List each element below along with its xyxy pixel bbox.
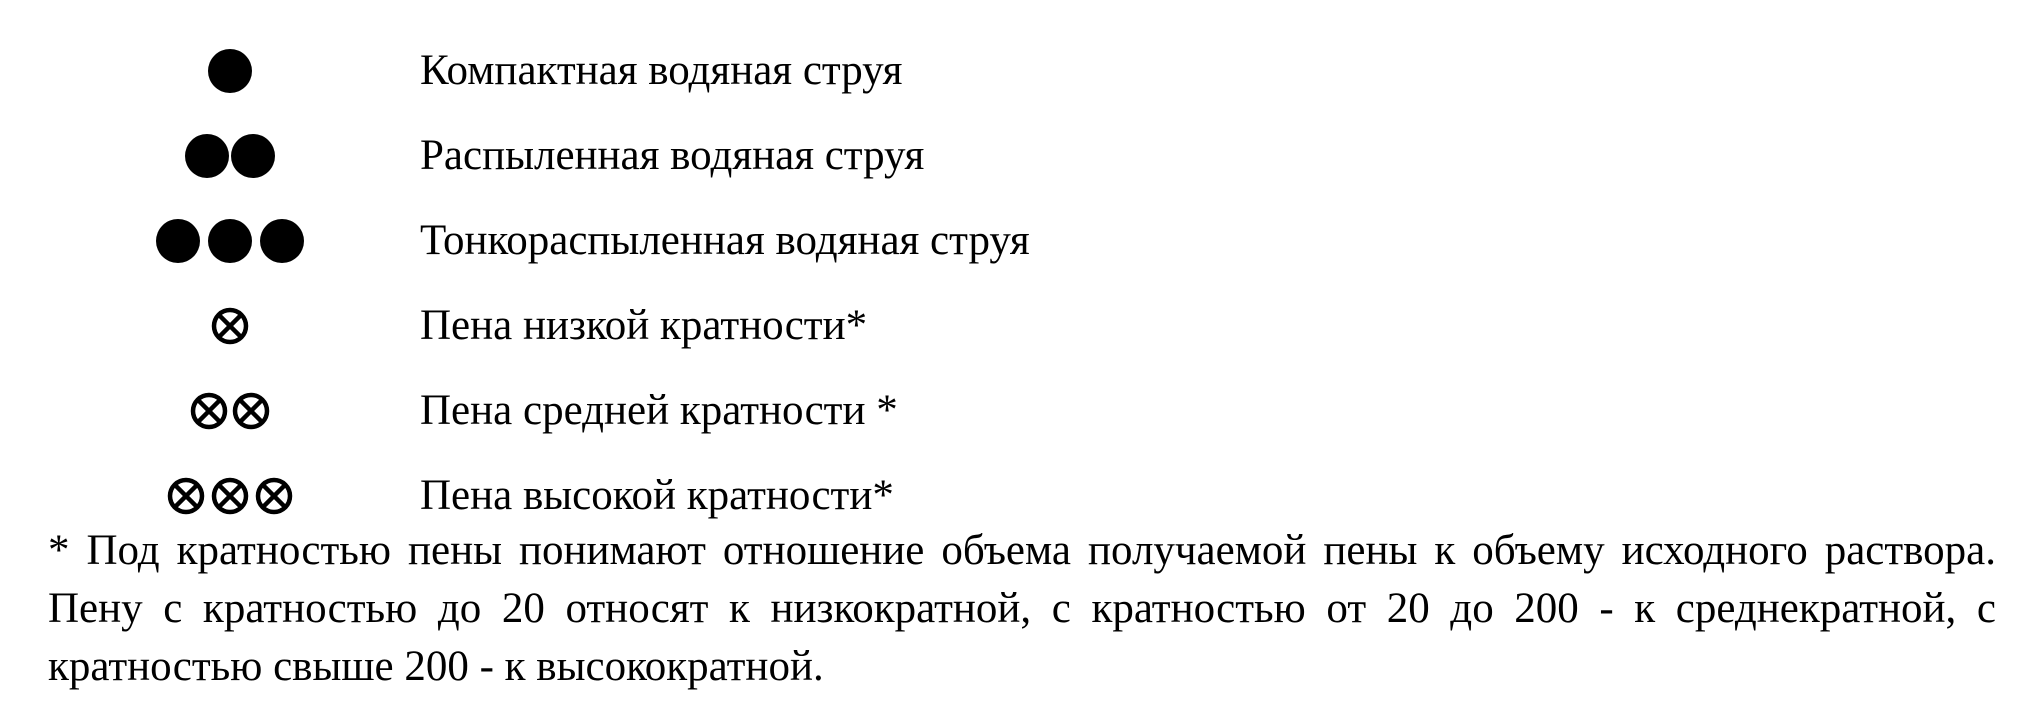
legend-item-low-expansion-foam xyxy=(0,283,2044,368)
legend-item-spray-jet xyxy=(0,113,2044,198)
legend-label: Компактная водяная струя xyxy=(420,47,903,94)
legend-label: Распыленная водяная струя xyxy=(420,132,925,179)
legend-label: Пена высокой кратности* xyxy=(420,472,894,519)
crossed-circle-icon xyxy=(40,283,420,368)
legend-item-fine-spray-jet xyxy=(0,198,2044,283)
double-crossed-circle-icon xyxy=(40,368,420,453)
legend-item-medium-expansion-foam xyxy=(0,368,2044,453)
legend xyxy=(0,28,2044,538)
double-solid-dot-icon xyxy=(40,113,420,198)
legend-label: Тонкораспыленная водяная струя xyxy=(420,217,1030,264)
legend-item-compact-jet xyxy=(0,28,2044,113)
legend-label: Пена низкой кратности* xyxy=(420,302,868,349)
solid-dot-icon xyxy=(40,28,420,113)
legend-label: Пена средней кратности * xyxy=(420,387,898,434)
footnote: * Под кратностью пены понимают отношение объема получаемой пены к объему исходного раствора. Пену с кратностью до 20 относят к низкократной, с кратностью от 20 до 200 - к среднекратной, с кратностью свыше 200 - к высокократной. xyxy=(48,527,1996,690)
triple-solid-dot-icon xyxy=(40,198,420,283)
